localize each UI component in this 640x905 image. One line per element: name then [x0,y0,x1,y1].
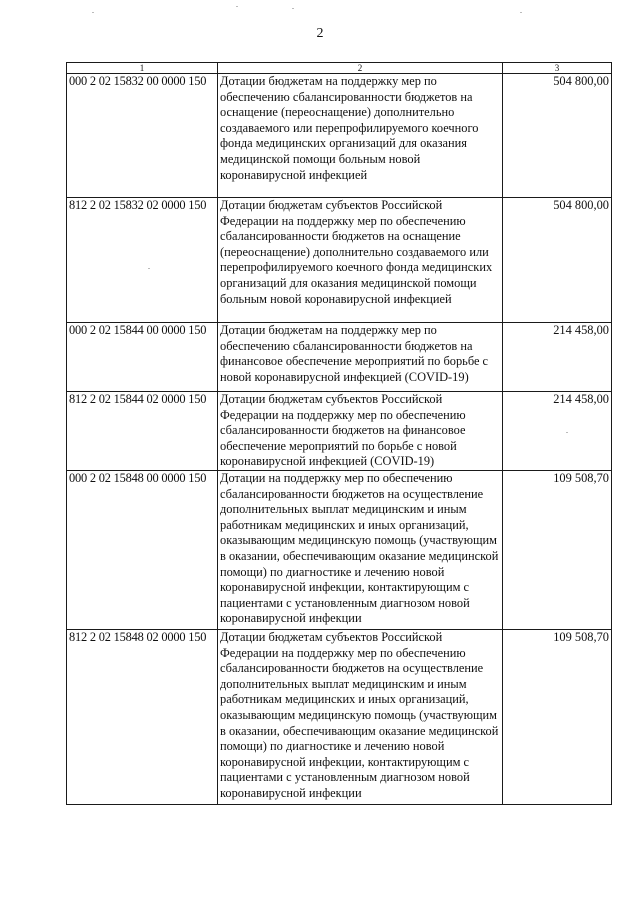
page-number: 2 [316,26,324,41]
amount-cell: 214 458,00 [503,392,612,471]
budget-revenue-table [66,62,612,805]
budget-code-cell: 000 2 02 15844 00 0000 150 [67,323,218,392]
amount-cell: 504 800,00 [503,198,612,323]
revenue-name-cell: Дотации бюджетам на поддержку мер по обеспечению сбалансированности бюджетов на финансовое обеспечение мероприятий по борьбе с новой коронавирусной инфекцией (COVID-19) [218,323,503,392]
budget-code-cell: 000 2 02 15848 00 0000 150 [67,470,218,629]
revenue-name-cell: Дотации бюджетам субъектов Российской Федерации на поддержку мер по обеспечению сбалансированности бюджетов на осуществление дополнительных выплат медицинским и иным работникам медицинских и иных организаций, оказывающим медицинскую помощь (участвующим в оказании, обеспечивающим оказание медицинской помощи) по диагностике и лечению новой коронавирусной инфекции, контактирующим с пациентами с установленным диагнозом новой коронавирусной инфекции [218,629,503,804]
column-number-1: 1 [67,63,218,74]
budget-code-cell: 812 2 02 15832 02 0000 150 [67,198,218,323]
budget-code-cell: 812 2 02 15844 02 0000 150 [67,392,218,471]
column-number-3: 3 [503,63,612,74]
amount-cell: 109 508,70 [503,629,612,804]
scan-speck [566,432,568,433]
revenue-name-cell: Дотации бюджетам на поддержку мер по обеспечению сбалансированности бюджетов на оснащение (переоснащение) дополнительно создаваемого или перепрофилируемого коечного фонда медицинских организаций для оказания медицинской помощи больным новой коронавирусной инфекцией [218,74,503,198]
table-row [67,323,612,392]
table-row [67,74,612,198]
scan-speck [520,12,522,13]
amount-cell: 109 508,70 [503,470,612,629]
budget-code-cell: 812 2 02 15848 02 0000 150 [67,629,218,804]
table-row [67,629,612,804]
table-row [67,470,612,629]
scan-speck [292,8,294,9]
revenue-name-cell: Дотации бюджетам субъектов Российской Федерации на поддержку мер по обеспечению сбалансированности бюджетов на оснащение (переоснащение) дополнительно создаваемого или перепрофилируемого коечного фонда медицинских организаций для оказания медицинской помощи больным новой коронавирусной инфекцией [218,198,503,323]
amount-cell: 504 800,00 [503,74,612,198]
revenue-name-cell: Дотации бюджетам субъектов Российской Федерации на поддержку мер по обеспечению сбалансированности бюджетов на финансовое обеспечение мероприятий по борьбе с новой коронавирусной инфекцией (COVID-19) [218,392,503,471]
revenue-name-cell: Дотации на поддержку мер по обеспечению сбалансированности бюджетов на осуществление дополнительных выплат медицинским и иным работникам медицинских и иных организаций, оказывающим медицинскую помощь (участвующим в оказании, обеспечивающим оказание медицинской помощи) по диагностике и лечению новой коронавирусной инфекции, контактирующим с пациентами с установленным диагнозом новой коронавирусной инфекции [218,470,503,629]
table-header-row [67,63,612,74]
table-row [67,198,612,323]
scan-speck [148,268,150,269]
column-number-2: 2 [218,63,503,74]
table-row [67,392,612,471]
amount-cell: 214 458,00 [503,323,612,392]
budget-code-cell: 000 2 02 15832 00 0000 150 [67,74,218,198]
scan-speck [236,6,238,7]
scan-speck [92,12,94,13]
